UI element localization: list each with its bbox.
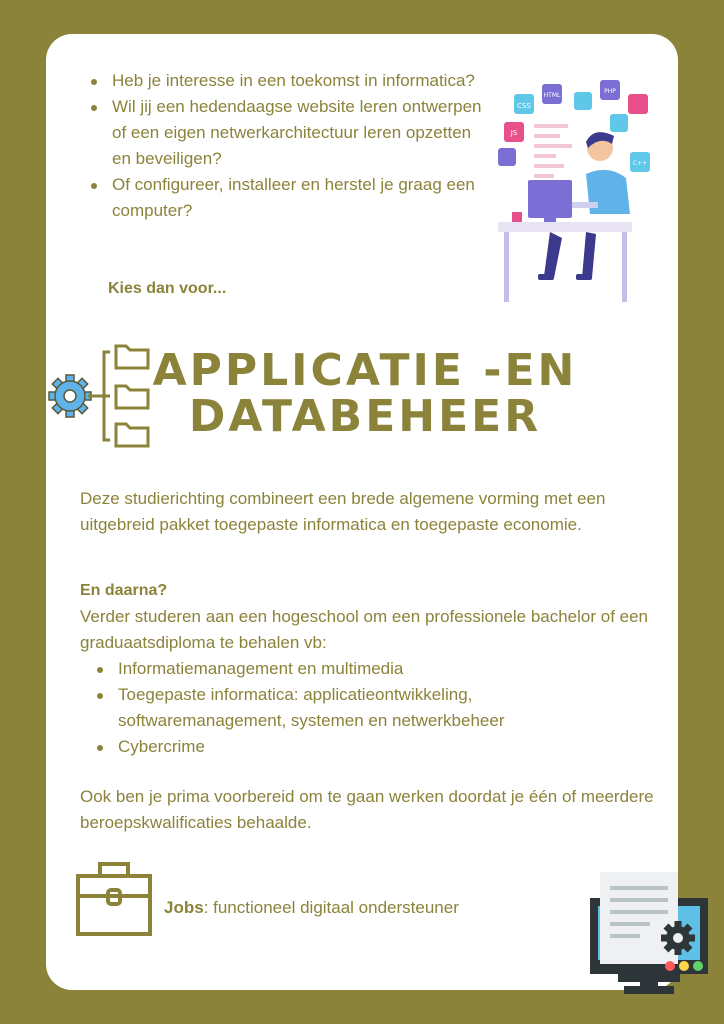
title-line-1: APPLICATIE -EN	[152, 345, 578, 396]
intro-bullet: Wil jij een hedendaagse website leren ontwerpen of een eigen netwerkarchitectuur leren opzetten en beveiligen?	[88, 94, 488, 172]
html-badge: HTML	[543, 92, 561, 99]
code-badges	[498, 80, 650, 172]
jobs-label: Jobs	[164, 898, 204, 917]
gear-icon	[49, 375, 91, 417]
title-line-2: DATABEHEER	[188, 391, 542, 442]
study-option: Informatiemanagement en multimedia	[94, 656, 554, 682]
after-paragraph: Verder studeren aan een hogeschool om een professionele bachelor of een graduaatsdiploma te behalen vb:	[80, 607, 649, 652]
settings-gear-icon	[661, 921, 695, 955]
outro-paragraph: Ook ben je prima voorbereid om te gaan werken doordat je één of meerdere beroepskwalificaties behaalde.	[80, 787, 654, 832]
intro-bullet: Of configureer, installeer en herstel je graag een computer?	[88, 172, 488, 224]
jobs-line	[164, 898, 459, 918]
monitor-settings-illustration	[588, 872, 712, 1002]
briefcase-icon	[76, 860, 152, 938]
php-badge: PHP	[604, 88, 616, 95]
choose-prompt: Kies dan voor...	[108, 280, 227, 297]
jobs-text: : functioneel digitaal ondersteuner	[203, 898, 459, 917]
study-option: Cybercrime	[94, 734, 554, 760]
developer-illustration	[490, 78, 660, 306]
description-paragraph: Deze studierichting combineert een brede algemene vorming met een uitgebreid pakket toegepaste informatica en toegepaste economie.	[80, 489, 606, 534]
study-option: Toegepaste informatica: applicatieontwikkeling, softwaremanagement, systemen en netwerkbeheer	[94, 682, 554, 734]
code-panel	[534, 124, 572, 178]
intro-bullet: Heb je interesse in een toekomst in informatica?	[88, 68, 488, 94]
gear-folder-icon	[48, 340, 158, 452]
study-options-list	[94, 656, 554, 760]
intro-bullet-list	[88, 68, 488, 224]
css-badge: CSS	[517, 102, 531, 110]
folder-icon	[116, 346, 148, 446]
after-heading: En daarna?	[80, 582, 168, 599]
js-badge: JS	[510, 129, 518, 137]
cpp-badge: C++	[632, 160, 648, 167]
page-title	[150, 345, 580, 442]
